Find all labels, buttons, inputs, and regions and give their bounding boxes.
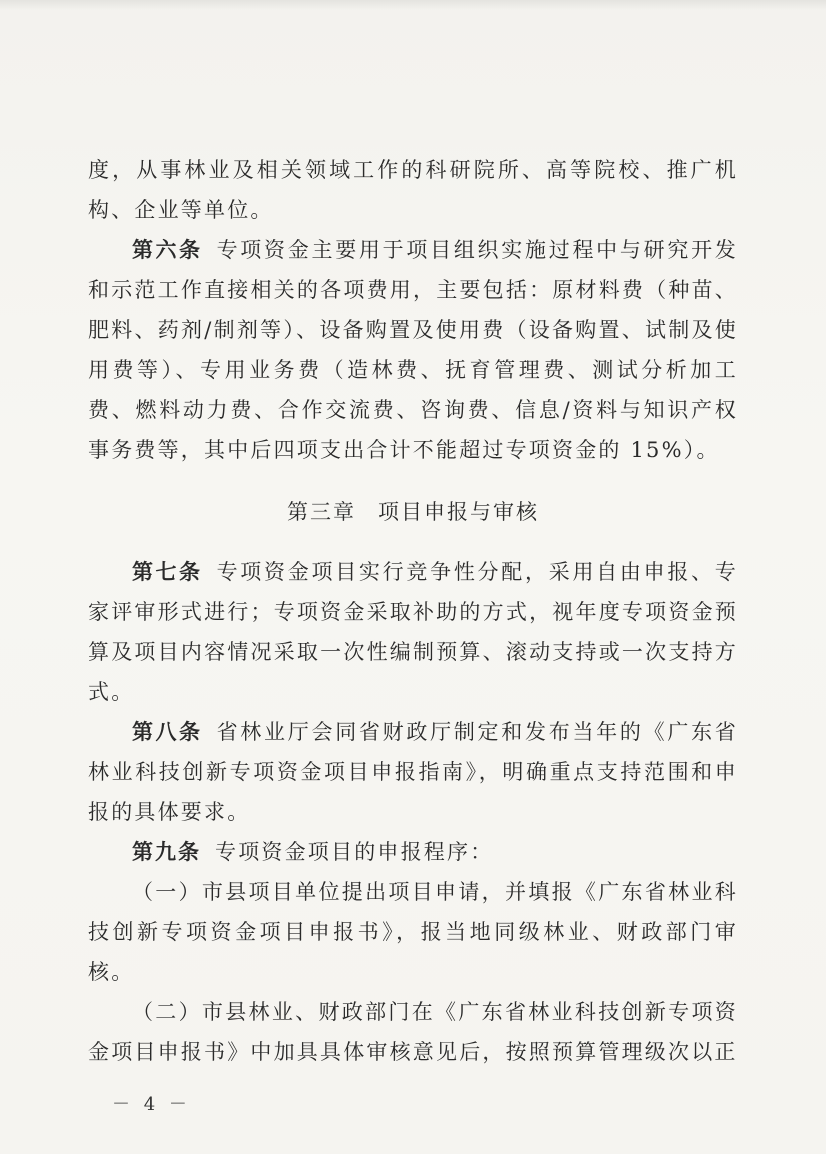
chapter-heading	[88, 492, 738, 532]
chapter-number: 第三章	[287, 500, 356, 524]
paragraph-continuation: 度，从事林业及相关领域工作的科研院所、高等院校、推广机构、企业等单位。	[88, 158, 738, 222]
article-9-text: 专项资金项目的申报程序：	[215, 840, 494, 864]
page-number: － 4 －	[112, 1094, 191, 1115]
article-6	[88, 230, 738, 470]
article-8	[88, 712, 738, 832]
document-body	[88, 150, 738, 1072]
scan-top-edge	[0, 0, 826, 10]
article-9	[88, 832, 738, 872]
article-9-label: 第九条	[132, 840, 201, 864]
article-7	[88, 552, 738, 712]
article-8-text: 省林业厅会同省财政厅制定和发布当年的《广东省林业科技创新专项资金项目申报指南》，明确重点支持范围和申报的具体要求。	[88, 720, 738, 824]
article-7-label: 第七条	[132, 560, 203, 584]
article-6-text: 专项资金主要用于项目组织实施过程中与研究开发和示范工作直接相关的各项费用，主要包括：原材料费（种苗、肥料、药剂/制剂等）、设备购置及使用费（设备购置、试制及使用费等）、专用业务费（造林费、抚育管理费、测试分析加工费、燃料动力费、合作交流费、咨询费、信息/资料与知识产权事务费等，其中后四项支出合计不能超过专项资金的 15%）。	[88, 238, 738, 462]
article-8-label: 第八条	[132, 720, 203, 744]
procedure-item-2: （二）市县林业、财政部门在《广东省林业科技创新专项资金项目申报书》中加具具体审核意见后，按照预算管理级次以正	[88, 1000, 738, 1064]
article-7-text: 专项资金项目实行竞争性分配，采用自由申报、专家评审形式进行；专项资金采取补助的方式，视年度专项资金预算及项目内容情况采取一次性编制预算、滚动支持或一次支持方式。	[88, 560, 738, 704]
article-6-label: 第六条	[132, 238, 203, 262]
chapter-title: 项目申报与审核	[378, 500, 539, 524]
procedure-item-1: （一）市县项目单位提出项目申请，并填报《广东省林业科技创新专项资金项目申报书》，报当地同级林业、财政部门审核。	[88, 880, 738, 984]
